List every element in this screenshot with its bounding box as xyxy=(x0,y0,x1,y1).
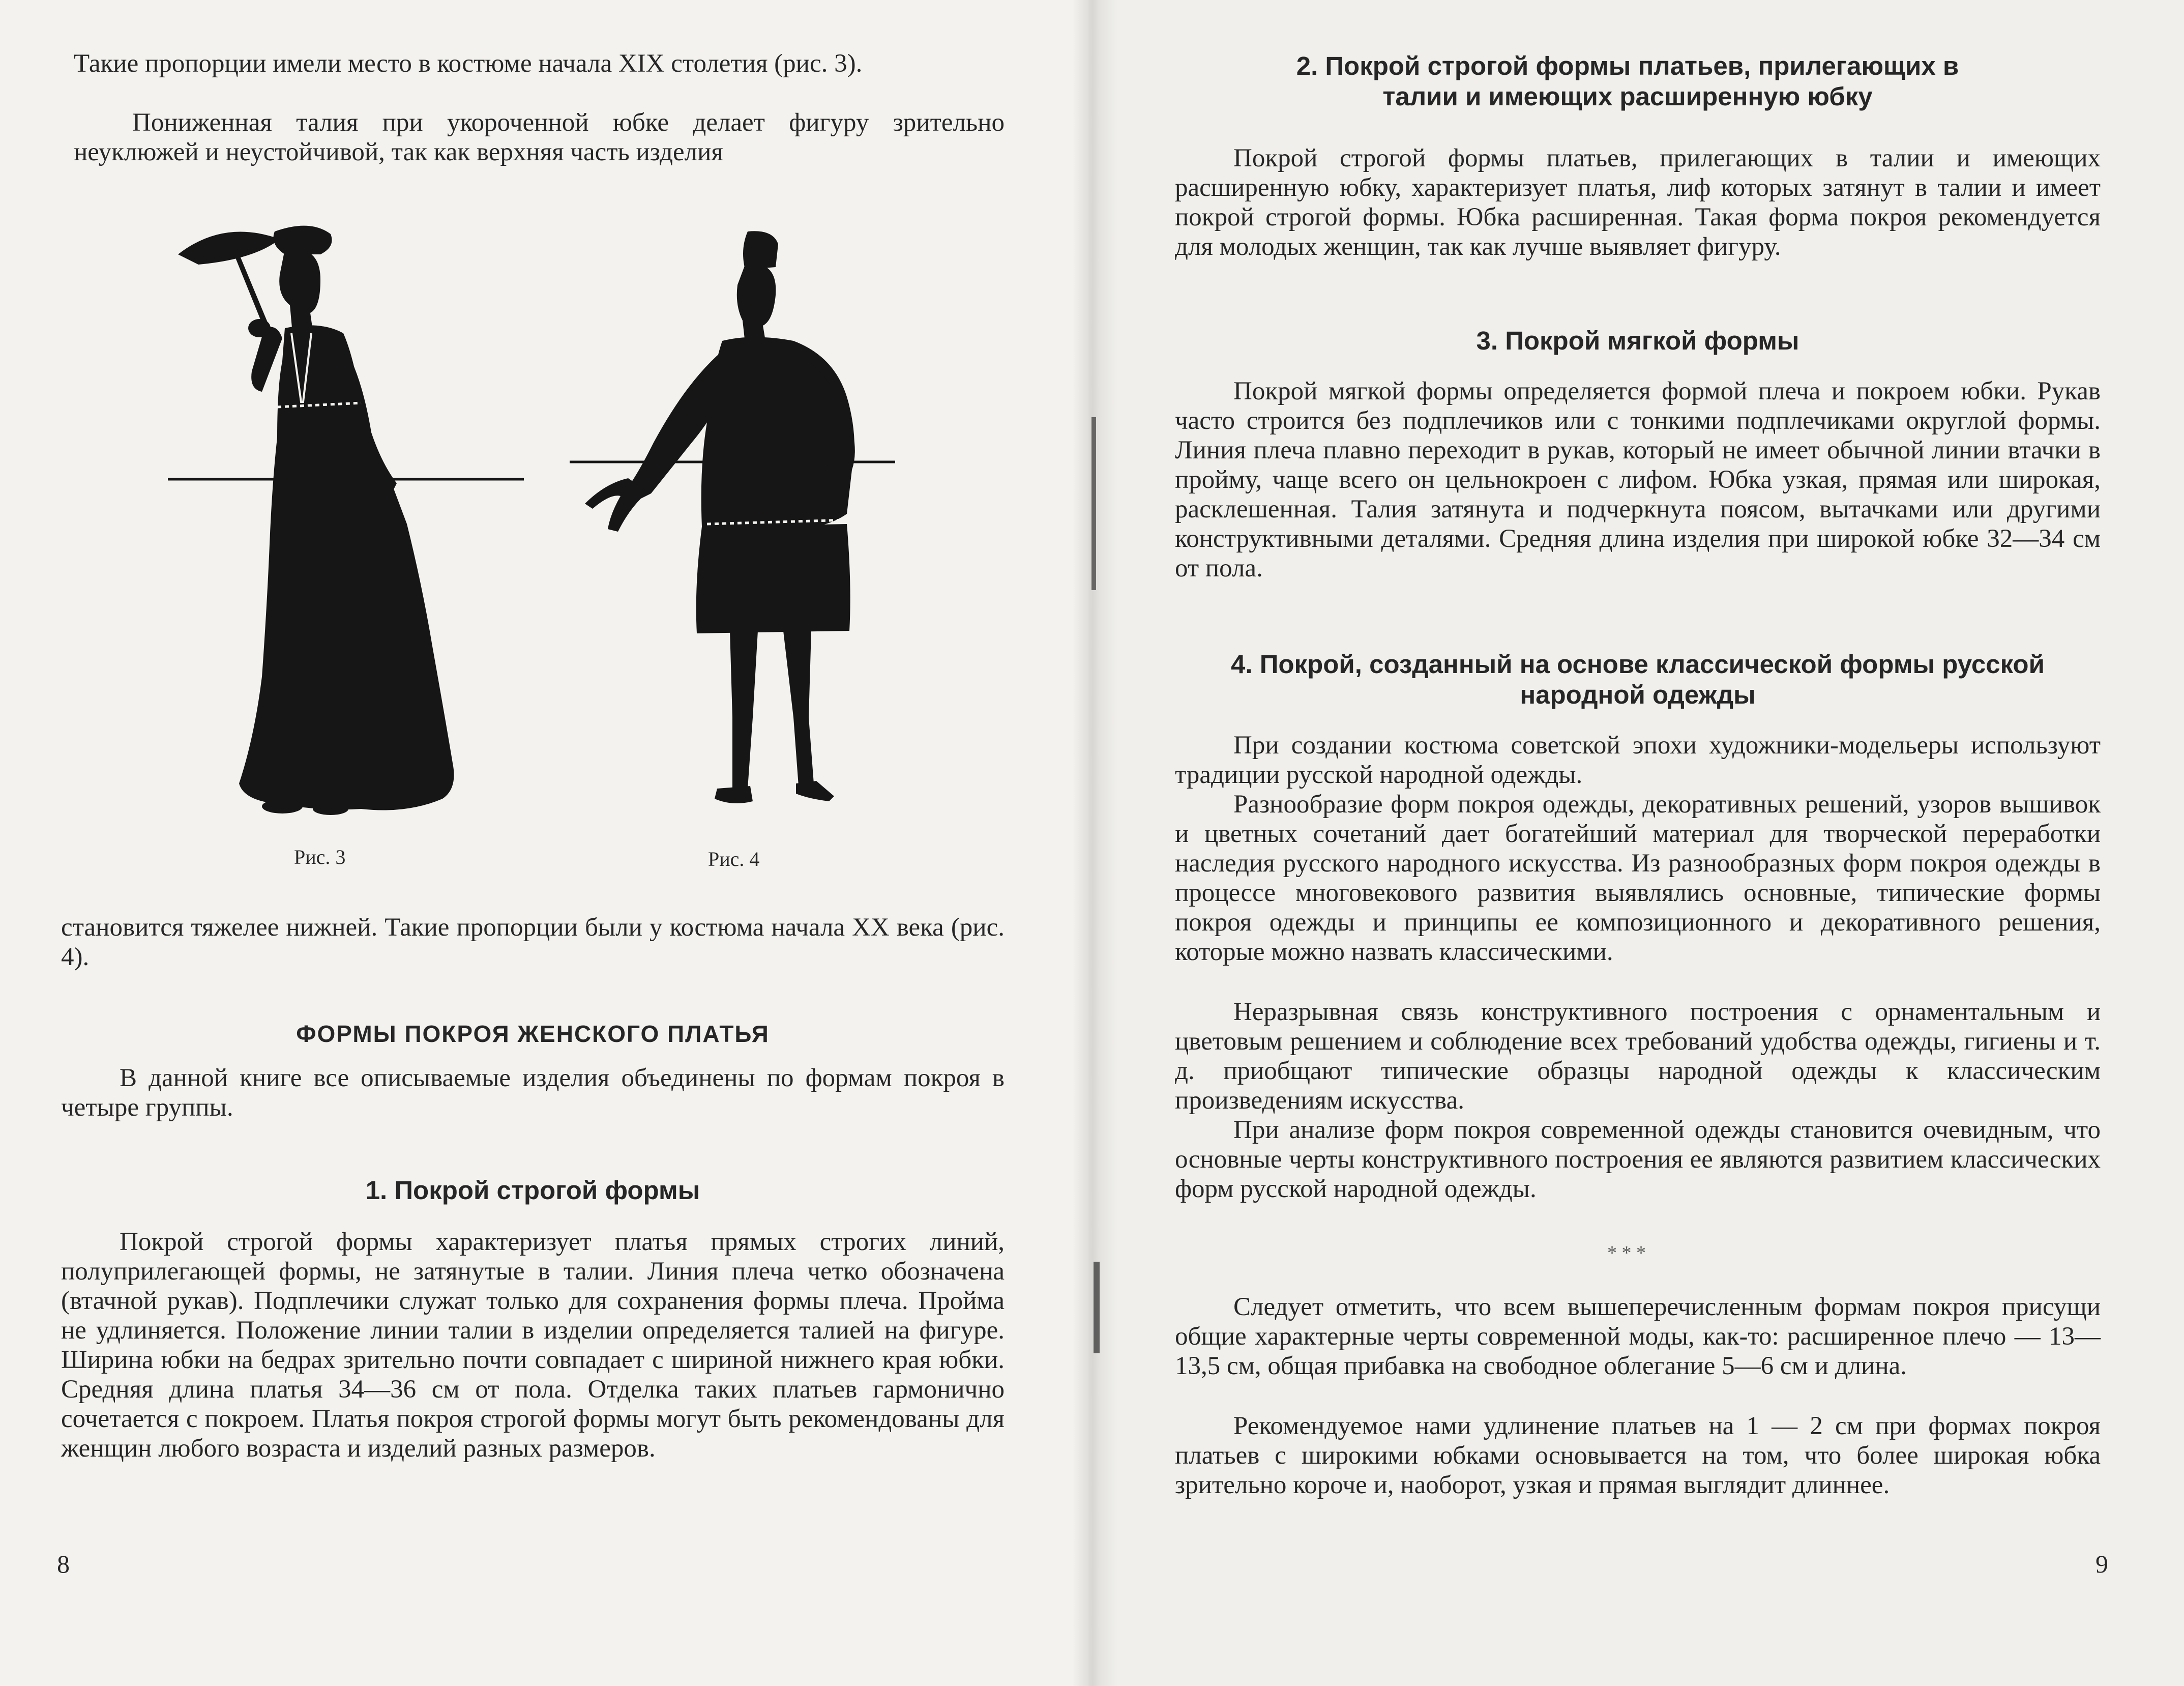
paragraph-four-groups: В данной книге все описываемые изделия объединены по формам покроя в четыре группы. xyxy=(61,1064,1005,1122)
right-page xyxy=(1088,0,2184,1686)
heading-section-2: 2. Покрой строгой формы платьев, прилегающих в талии и имеющих расширенную юбку xyxy=(1296,51,1959,111)
section-title: ФОРМЫ ПОКРОЯ ЖЕНСКОГО ПЛАТЬЯ xyxy=(296,1021,770,1047)
paragraph-section-4-c: Неразрывная связь конструктивного построения с орнаментальным и цветовым решением и соблюдение всех требований удобства одежды, гигиены и т. д. приобщают типические образцы народной одежды к классическим произведениям искусства. xyxy=(1175,998,2101,1115)
paragraph-section-2: Покрой строгой формы платьев, прилегающих в талии и имеющих расширенную юбку, характеризует платья, лиф которых затянут в талии и имеет покрой строгой формы. Юбка расширенная. Такая форма покроя рекомендуется для молодых женщин, так как лучше выявляет фигуру. xyxy=(1175,144,2101,261)
figure-3-caption: Рис. 3 xyxy=(294,846,346,868)
paragraph-section-3: Покрой мягкой формы определяется формой плеча и покроем юбки. Рукав часто строится без подплечиков или с тонкими подплечиками округлой формы. Линия плеча плавно переходит в рукав, который не имеет обычной линии втачки в пройму, чаще всего он цельнокроен с лифом. Юбка узкая, прямая или широкая, расклешенная. Талия затянута и подчеркнута поясом, вытачками или другими конструктивными деталями. Средняя длина изделия при широкой юбке 32—34 см от пола. xyxy=(1175,377,2101,583)
paragraph-strict-form: Покрой строгой формы характеризует платья прямых строгих линий, полуприлегающей формы, не затянутые в талии. Линия плеча четко обозначена (втачной рукав). Подплечики служат только для сохранения формы плеча. Пройма не удлиняется. Положение линии талии в изделии определяется талией на фигуре. Ширина юбки на бедрах зрительно почти совпадает с шириной нижнего края юбки. Средняя длина платья 34—36 см от пола. Отделка таких платьев гармонично сочетается с покроем. Платья покроя строгой формы могут быть рекомендованы для женщин любого возраста и изделий разных размеров. xyxy=(61,1228,1005,1463)
paragraph-section-4-b: Разнообразие форм покроя одежды, декоративных решений, узоров вышивок и цветных сочетаний дает богатейший материал для творческой переработки наследия русского народного искусства. Из разнообразных форм покроя одежды в процессе многовекового развития выявлялись основные, типические формы покроя одежды и принципы ее композиционного и декоративного решения, которые можно назвать классическими. xyxy=(1175,790,2101,966)
paragraph-xx-century: становится тяжелее нижней. Такие пропорции были у костюма начала XX века (рис. 4). xyxy=(61,913,1005,971)
paragraph-lowered-waist: Пониженная талия при укороченной юбке делает фигуру зрительно неуклюжей и неустойчивой, так как верхняя часть изделия xyxy=(74,108,1005,166)
paragraph-intro: Такие пропорции имели место в костюме начала XIX столетия (рис. 3). xyxy=(74,49,863,78)
figure-4-caption: Рис. 4 xyxy=(708,848,760,870)
section-separator: * * * xyxy=(1607,1242,1646,1264)
paragraph-section-4-d: При анализе форм покроя современной одежды становится очевидным, что основные черты конструктивного построения ее являются развитием классических форм русской народной одежды. xyxy=(1175,1116,2101,1203)
heading-section-3: 3. Покрой мягкой формы xyxy=(1476,326,1799,355)
paragraph-modern-traits: Следует отметить, что всем вышеперечисленным формам покроя присущи общие характерные черты современной моды, как-то: расширенное плечо — 13—13,5 см, общая прибавка на свободное облегание 5—6 см и длина. xyxy=(1175,1293,2101,1380)
page-number-left: 8 xyxy=(57,1550,70,1578)
paragraph-section-4-a: При создании костюма советской эпохи художники-модельеры используют традиции русской народной одежды. xyxy=(1175,731,2101,789)
left-page xyxy=(0,0,1088,1686)
page-number-right: 9 xyxy=(2096,1550,2108,1578)
subheading-strict-form: 1. Покрой строгой формы xyxy=(365,1176,700,1205)
book-gutter xyxy=(1072,0,1118,1686)
figure-4-silhouette xyxy=(570,229,905,819)
heading-section-4: 4. Покрой, созданный на основе классической формы русской народной одежды xyxy=(1231,650,2045,709)
figure-3-silhouette xyxy=(168,219,524,819)
paragraph-lengthening: Рекомендуемое нами удлинение платьев на 1 — 2 см при формах покроя платьев с широкими юбками основывается на том, что более широкая юбка зрительно короче и, наоборот, узкая и прямая выглядит длиннее. xyxy=(1175,1412,2101,1499)
